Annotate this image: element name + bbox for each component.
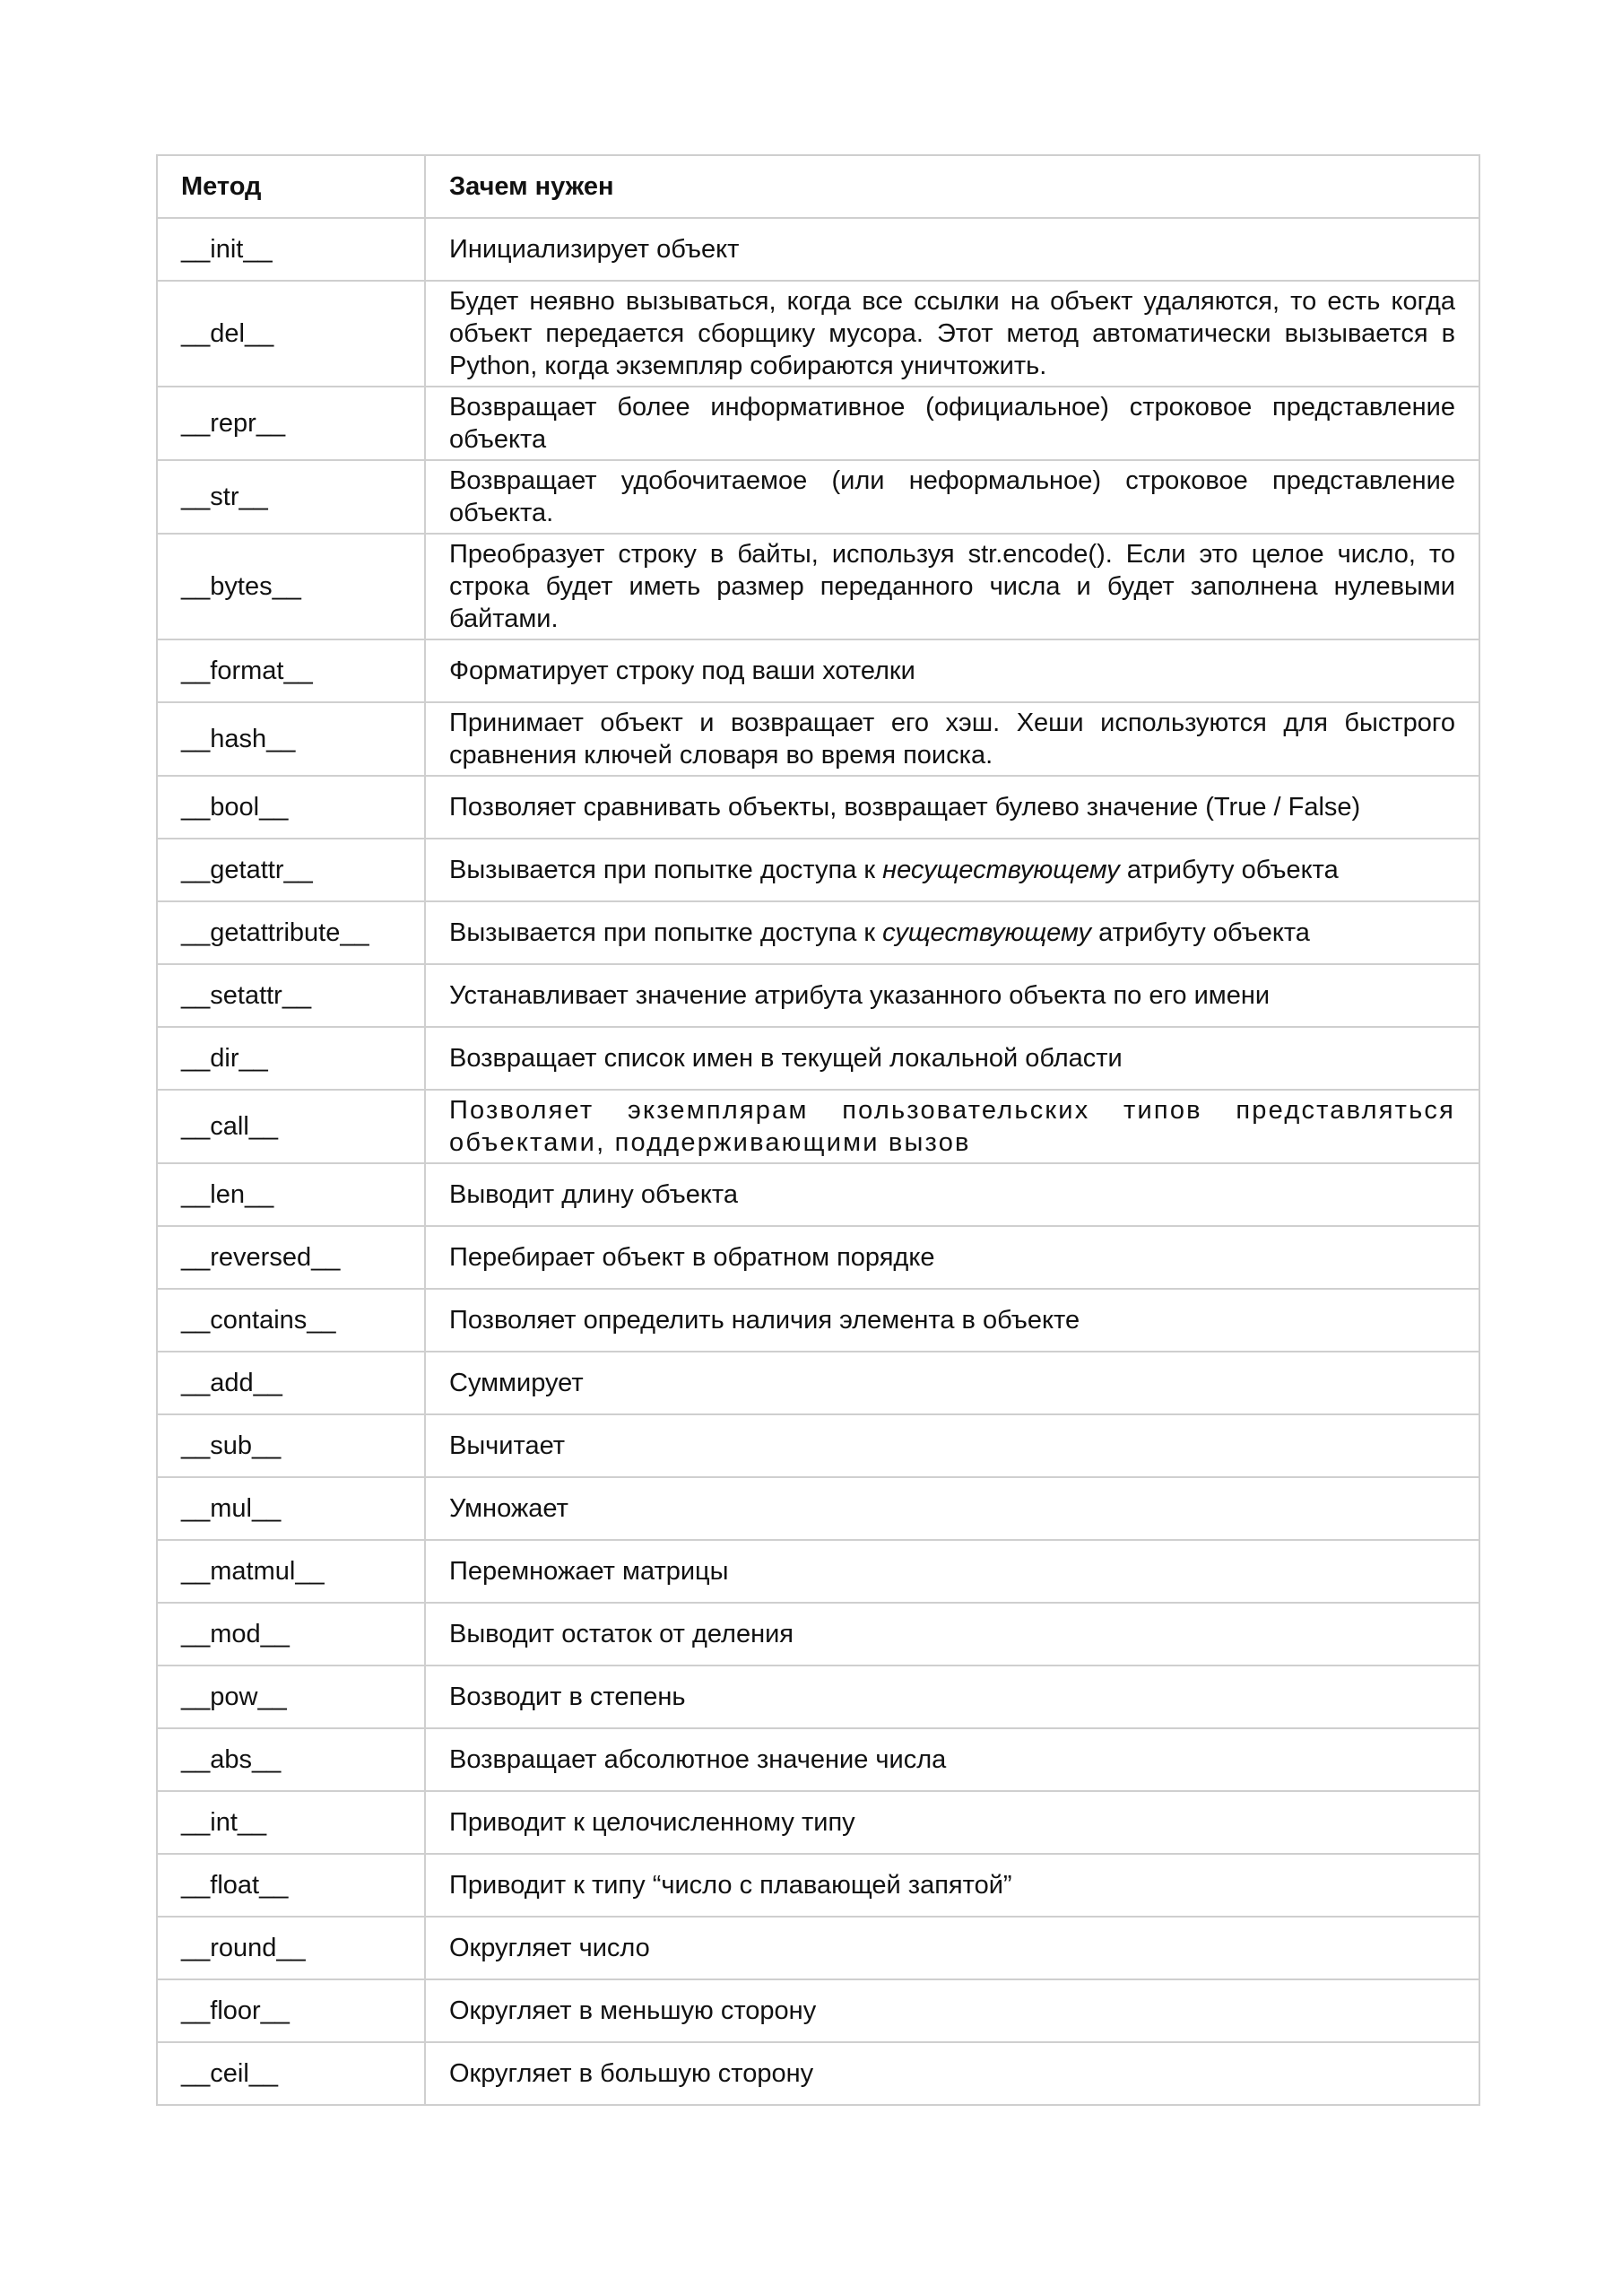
method-description: Возвращает абсолютное значение числа: [425, 1728, 1479, 1791]
method-name: __init__: [157, 218, 425, 281]
method-name: __format__: [157, 639, 425, 702]
description-text: Вызывается при попытке доступа к: [449, 918, 883, 947]
method-name: __int__: [157, 1791, 425, 1854]
table-row: [157, 1665, 1479, 1728]
description-emphasis: несуществующему: [882, 856, 1120, 884]
method-name: __ceil__: [157, 2042, 425, 2105]
table-row: [157, 534, 1479, 639]
method-description: Возвращает удобочитаемое (или неформальное) строковое представление объекта.: [425, 460, 1479, 534]
table-row: [157, 1728, 1479, 1791]
table-row: [157, 1090, 1479, 1163]
table-row: [157, 1289, 1479, 1352]
table-row: [157, 1477, 1479, 1540]
method-description: Возвращает список имен в текущей локальной области: [425, 1027, 1479, 1090]
method-name: __reversed__: [157, 1226, 425, 1289]
method-name: __str__: [157, 460, 425, 534]
table-row: [157, 218, 1479, 281]
method-name: __setattr__: [157, 964, 425, 1027]
method-name: __matmul__: [157, 1540, 425, 1603]
table-row: [157, 776, 1479, 839]
method-description: Приводит к типу “число с плавающей запятой”: [425, 1854, 1479, 1917]
method-description: Выводит остаток от деления: [425, 1603, 1479, 1665]
method-description: Будет неявно вызываться, когда все ссылки на объект удаляются, то есть когда объект передается сборщику мусора. Этот метод автоматически вызывается в Python, когда экземпляр собираются уничтожить.: [425, 281, 1479, 387]
description-text: атрибуту объекта: [1091, 918, 1310, 947]
table-row: [157, 1979, 1479, 2042]
method-description: Выводит длину объекта: [425, 1163, 1479, 1226]
table-row: [157, 2042, 1479, 2105]
description-emphasis: существующему: [882, 918, 1092, 947]
table-row: [157, 639, 1479, 702]
method-name: __bytes__: [157, 534, 425, 639]
table-row: [157, 387, 1479, 460]
table-row: [157, 281, 1479, 387]
method-name: __mod__: [157, 1603, 425, 1665]
method-name: __getattr__: [157, 839, 425, 901]
method-description: Округляет в меньшую сторону: [425, 1979, 1479, 2042]
description-text: атрибуту объекта: [1119, 856, 1339, 884]
method-description: Инициализирует объект: [425, 218, 1479, 281]
method-name: __repr__: [157, 387, 425, 460]
table-row: [157, 1226, 1479, 1289]
method-description: Преобразует строку в байты, используя str.encode(). Если это целое число, то строка будет иметь размер переданного числа и будет заполнена нулевыми байтами.: [425, 534, 1479, 639]
method-description: Устанавливает значение атрибута указанного объекта по его имени: [425, 964, 1479, 1027]
method-name: __add__: [157, 1352, 425, 1414]
method-name: __call__: [157, 1090, 425, 1163]
method-description: Перебирает объект в обратном порядке: [425, 1226, 1479, 1289]
method-description: Округляет число: [425, 1917, 1479, 1979]
table-row: [157, 1540, 1479, 1603]
table-header: [157, 155, 1479, 218]
table-row: [157, 1027, 1479, 1090]
method-name: __floor__: [157, 1979, 425, 2042]
method-name: __float__: [157, 1854, 425, 1917]
method-name: __bool__: [157, 776, 425, 839]
magic-methods-table: [156, 154, 1480, 2106]
method-name: __hash__: [157, 702, 425, 776]
table-row: [157, 460, 1479, 534]
table-row: [157, 901, 1479, 964]
method-name: __sub__: [157, 1414, 425, 1477]
method-description: Позволяет определить наличия элемента в объекте: [425, 1289, 1479, 1352]
method-description: Возводит в степень: [425, 1665, 1479, 1728]
method-description: [425, 901, 1479, 964]
description-text: Вызывается при попытке доступа к: [449, 856, 883, 884]
column-header-method: Метод: [157, 155, 425, 218]
method-description: Позволяет сравнивать объекты, возвращает булево значение (True / False): [425, 776, 1479, 839]
method-description: Позволяет экземплярам пользовательских типов представляться объектами, поддерживающими вызов: [425, 1090, 1479, 1163]
method-name: __pow__: [157, 1665, 425, 1728]
table-row: [157, 1163, 1479, 1226]
table-row: [157, 1603, 1479, 1665]
method-description: Умножает: [425, 1477, 1479, 1540]
table-body: [157, 218, 1479, 2105]
method-description: Форматирует строку под ваши хотелки: [425, 639, 1479, 702]
table-row: [157, 1414, 1479, 1477]
method-description: Вычитает: [425, 1414, 1479, 1477]
method-name: __mul__: [157, 1477, 425, 1540]
table-row: [157, 839, 1479, 901]
method-description: Возвращает более информативное (официальное) строковое представление объекта: [425, 387, 1479, 460]
method-name: __round__: [157, 1917, 425, 1979]
method-name: __del__: [157, 281, 425, 387]
table-row: [157, 964, 1479, 1027]
table-row: [157, 702, 1479, 776]
method-description: [425, 839, 1479, 901]
table-row: [157, 1791, 1479, 1854]
table-row: [157, 1854, 1479, 1917]
method-name: __abs__: [157, 1728, 425, 1791]
method-name: __contains__: [157, 1289, 425, 1352]
method-description: Приводит к целочисленному типу: [425, 1791, 1479, 1854]
method-description: Принимает объект и возвращает его хэш. Хеши используются для быстрого сравнения ключей словаря во время поиска.: [425, 702, 1479, 776]
table-row: [157, 1917, 1479, 1979]
header-row: [157, 155, 1479, 218]
method-name: __len__: [157, 1163, 425, 1226]
column-header-purpose: Зачем нужен: [425, 155, 1479, 218]
method-description: Перемножает матрицы: [425, 1540, 1479, 1603]
method-description: Суммирует: [425, 1352, 1479, 1414]
method-description: Округляет в большую сторону: [425, 2042, 1479, 2105]
method-name: __dir__: [157, 1027, 425, 1090]
method-name: __getattribute__: [157, 901, 425, 964]
table-row: [157, 1352, 1479, 1414]
